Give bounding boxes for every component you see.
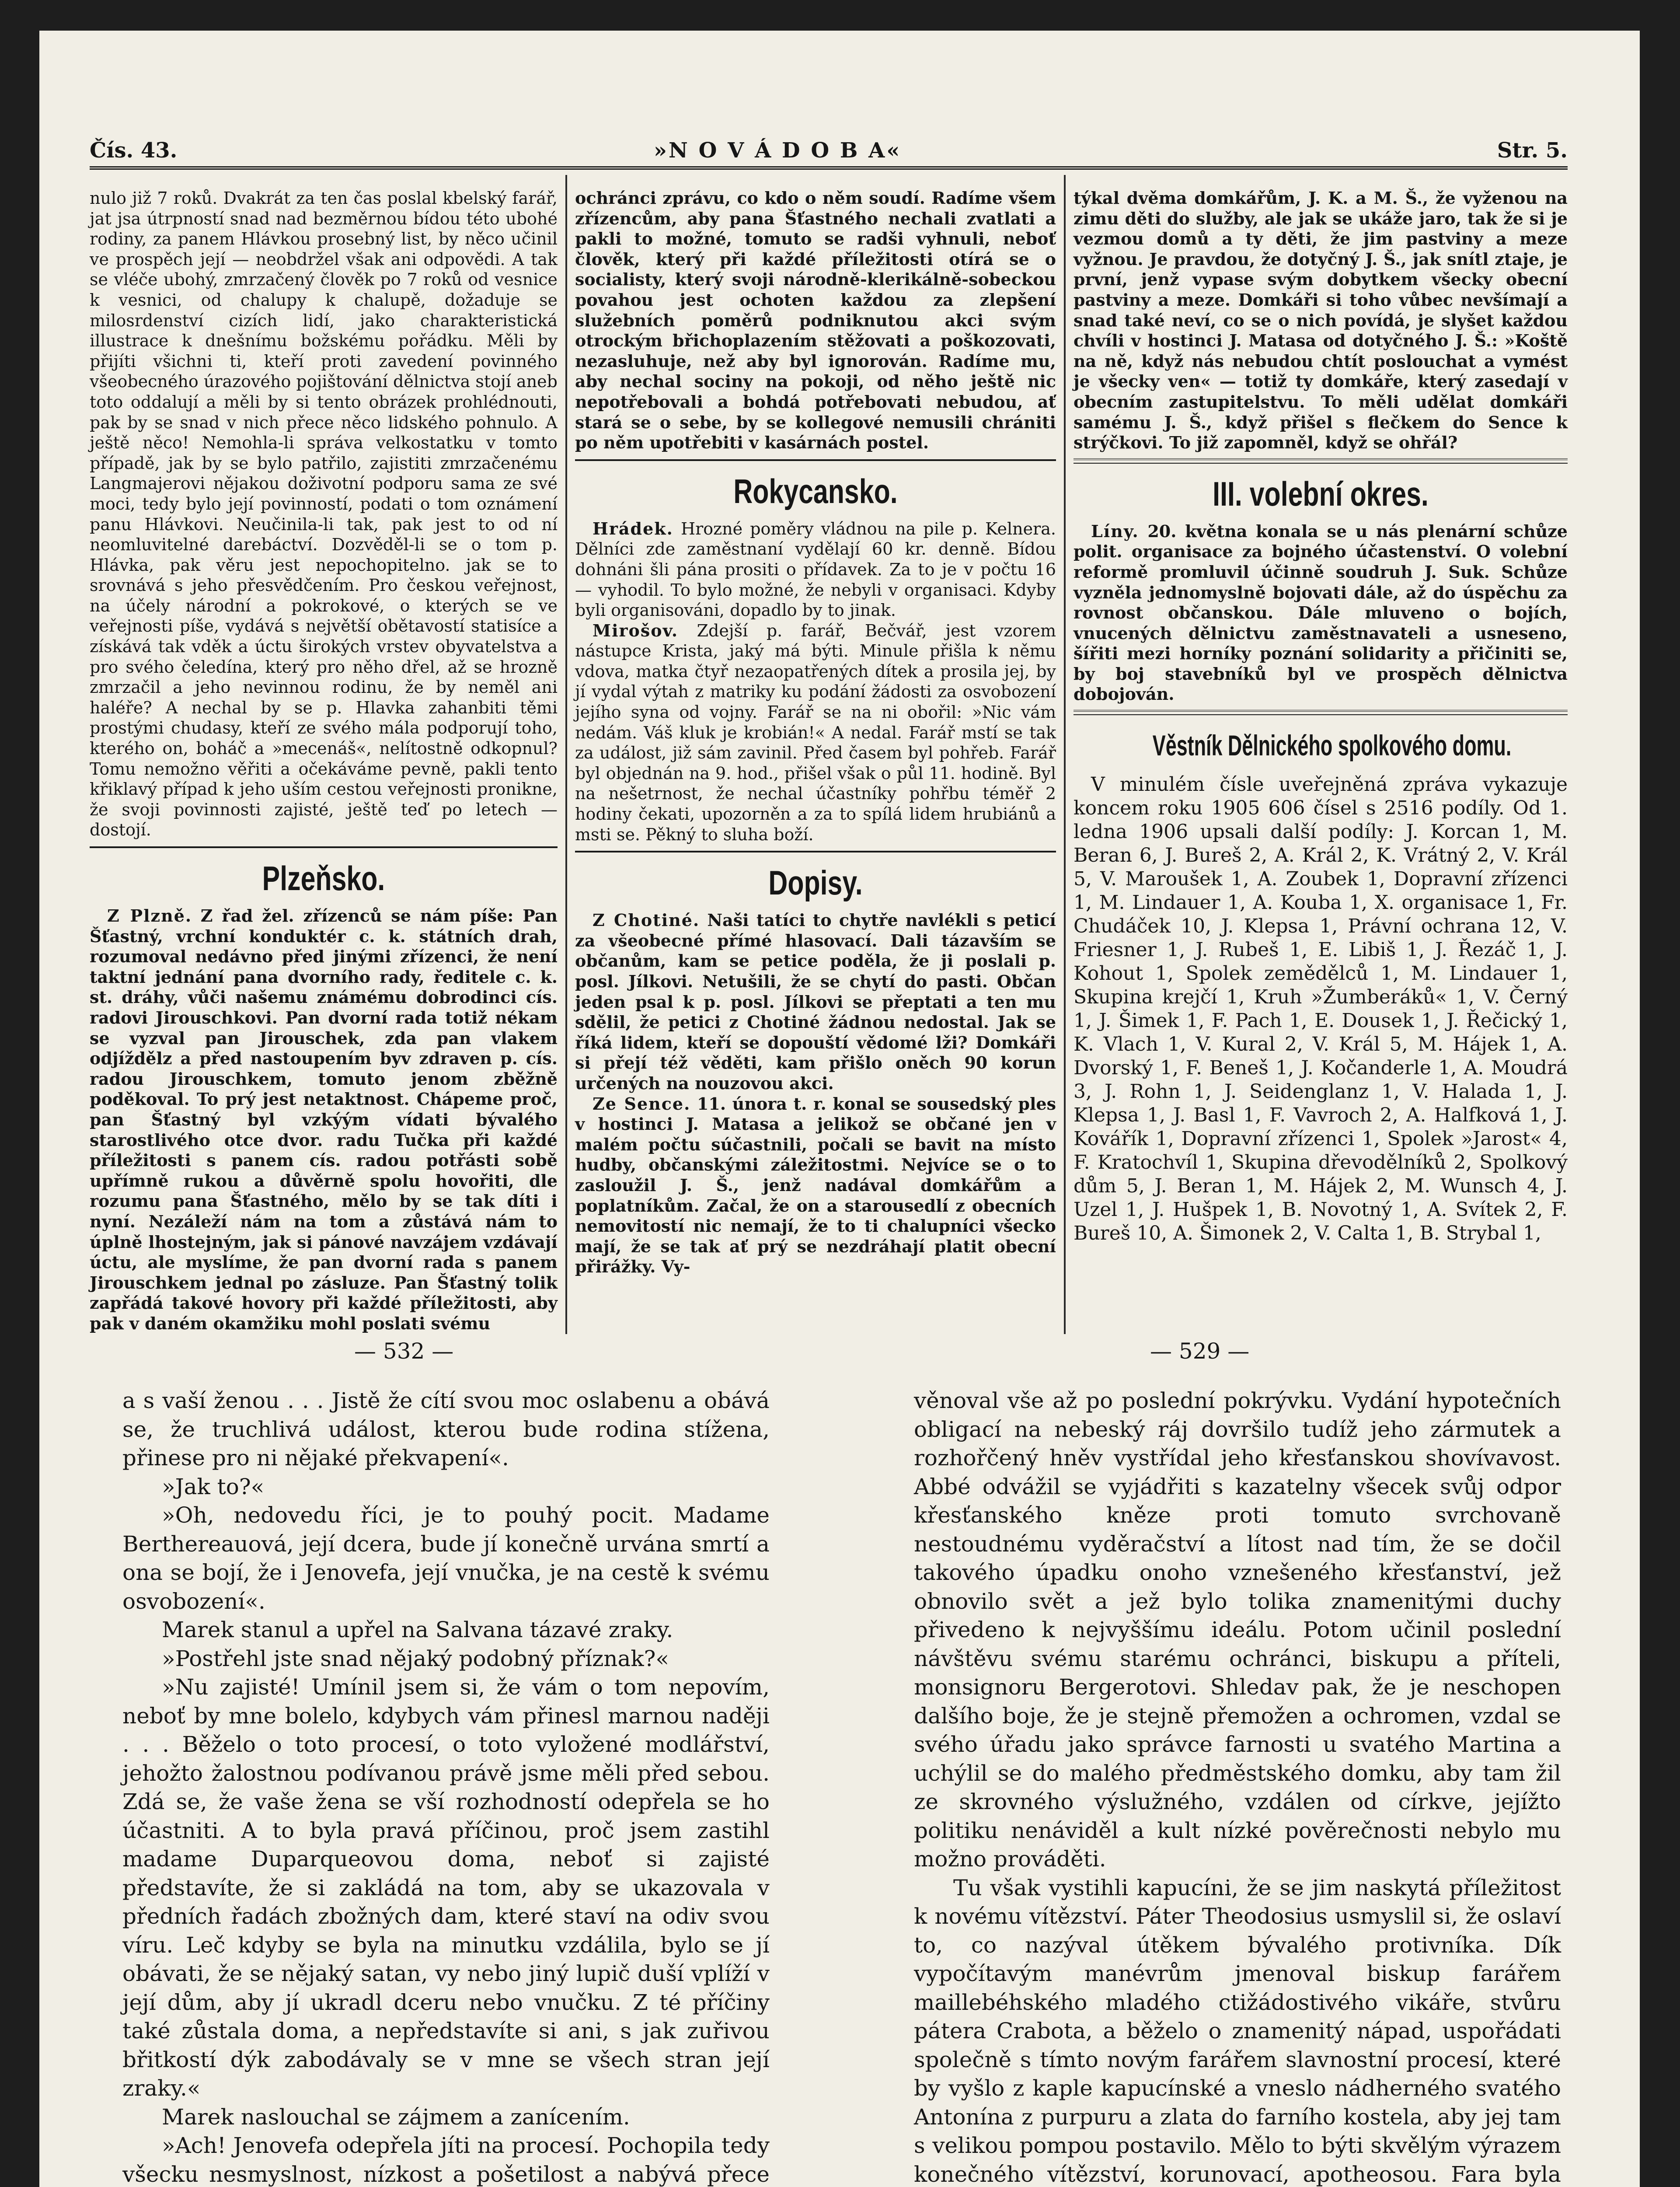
place-name: Ze Sence. [593, 1094, 691, 1114]
section-heading: Dopisy. [768, 863, 863, 902]
section-heading: Věstník Dělnického spolkového domu. [1152, 729, 1512, 762]
place-name: Z Chotiné. [593, 910, 700, 930]
divider [1074, 710, 1568, 715]
column-divider [1064, 175, 1066, 1334]
story-paragraph: věnoval vše až po poslední pokrývku. Vydání hypotečních obligací na nebeský ráj dovršilo tudíž jeho zármutek a rozhořčený hněv vystřídal jeho křesťanskou shovívavost. Abbé odvážil se vyjádřiti s kazatelny všecek svůj odpor křesťanského kněze proti tomuto svrchovaně nestoudnému vyděračství a lítost nad tím, že se dočil takového úpadku onoho vznešeného křesťanství, jež obnovilo svět a jež bylo tolika znamenitými duchy přivedeno k nejvyššímu ideálu. Potom učinil poslední návštěvu svému starému ochránci, biskupu a příteli, monsignoru Bergerotovi. Shledav pak, že je neschopen dalšího boje, že je stejně přemožen a ochromen, vzdal se svého úřadu jako správce farnosti u svatého Martina a uchýlil se do malého předměstského domku, aby tam žil ze skrovného výslužného, vzdálen od církve, jejížto politiku nenáviděl a kult nízké pověrečnosti nebylo mu možno prováděti. [914, 1388, 1561, 1872]
article-text: Z řad žel. zřízenců se nám píše: Pan Šťastný, vrchní konduktér c. k. státních drah, rozumoval nedávno před jinými zřízenci, že není taktní jednání pana dvorního rady, ředitele c. k. st. dráhy, vůči našemu známému dobrodinci cís. radovi Jirouschkovi. Pan dvorní rada totiž nékam se vyzval pan Jirouschek, zda pan vlakem odjíždělz a před nastoupením byv zdraven p. cís. radou Jirouschkem, tomuto jenom zběžně poděkoval. To prý jest netaktnost. Chápeme proč, pan Šťastný byl vzkýým vídati bývalého starostlivého otce dvor. radu Tučka při každé příležitosti s panem cís. radou potřásti sobě upřímně rukou a důvěrně spolu hovořiti, dle rozumu pana Šťastného, mělo by se tak díti i nyní. Nezáleží nám na tom a zůstává nám to úplně lhostejným, jak si pánové navzájem vzdávají úctu, ale myslíme, že pan dvorní rada s panem Jirouschkem jednal po zásluze. Pan Šťastný tolik zapřádá takové hovory při každé příležitosti, aby pak v daném okamžiku mohl poslati svému [90, 906, 558, 1333]
newspaper-page [39, 31, 1640, 2187]
story-paragraph: »Ach! Jenovefa odepřela jíti na procesí. Pochopila tedy všecku nesmyslnost, nízkost a pošetilost a nabývá přece [122, 2133, 770, 2187]
story-paragraph: a s vaší ženou . . . Jistě že cítí svou moc oslabenu a obává se, že truchlivá událost, kterou bude rodina stížena, přinese pro ni nějaké překvapení«. [122, 1388, 770, 1471]
page-header [90, 136, 1568, 170]
article-text: 11. února t. r. konal se sousedský ples v hostinci J. Matasa a jelikož se občané jen v malém počtu súčastnili, počali se bavit na místo hudby, občanskými záležitostmi. Nejvíce se o to zasloužil J. Š., jenž nadával domkářům a poplatníkům. Začal, že on a starousedlí z obecních nemovitostí nic nemají, že to ti chalupníci všecko mají, že se tak ať prý se nezdráhají platit obecní přirážky. Vy- [575, 1094, 1056, 1277]
story-paragraph: Marek naslouchal se zájmem a zanícením. [162, 2104, 630, 2130]
article-paragraph [575, 519, 1056, 621]
feuilleton-page-number: — 529 — [1150, 1338, 1250, 1364]
place-name: Líny. [1091, 521, 1139, 541]
story-paragraph: »Oh, nedovedu říci, je to pouhý pocit. Madame Berthereauová, její dcera, bude jí konečně urvána smrtí a ona se bojí, že i Jenovefa, její vnučka, je na cestě k svému osvobození«. [122, 1502, 770, 1614]
issue-number: Čís. 43. [90, 138, 178, 163]
article-text: Naši tatíci to chytře navlékli s peticí za všeobecné přímé hlasovací. Dali tázavším se občanům, kam se petice poděla, že ji poslali p. posl. Jílkovi. Netušili, že se chytí do pasti. Občan jeden psal k p. posl. Jílkovi se přeptati a ten mu sdělil, že petici z Chotiné žádnou nedostal. Jak se říká lidem, kteří se dopouští vědomé lži? Domkáři si přejí též věděti, kam přišlo oněch 90 korun určených na nouzovou akci. [575, 910, 1056, 1093]
article-paragraph [575, 621, 1056, 845]
article-text: nulo již 7 roků. Dvakrát za ten čas poslal kbelský farář, jat jsa útrpností snad nad bezměrnou bídou této ubohé rodiny, za panem Hlávkou prosebný list, by něco učinil ve prospěch její — neobdržel však ani odpovědi. A tak se vléče ubohý, zmrzačený člověk po 7 roků od vesnice k vesnici, od chalupy k chalupě, dožaduje se milosrdenství cizích lidí, jako charakteristická illustrace k dnešnímu božskému pořádku. Měli by přijíti všichni ti, kteří proti zavedení povinného všeobecného úrazového pojištování dělnictva stojí aneb toto oddalují a měli by si tento obrázek prohlédnouti, pak by se snad v nich přece něco lidského pohnulo. A ještě něco! Nemohla-li správa velkostatku v tomto případě, jak by se bylo patřilo, zajistiti zmrzačenému Langmajerovi nějakou doživotní podporu sama ze své moci, tedy bylo její povinností, podati o tom oznámení panu Hlávkovi. Neučinila-li tak, pak jest to od ní neomluvitelné darebáctví. Dozvěděl-li se o tom p. Hlávka, pak věru jest nepochopitelno. jak se to srovnává s jeho přesvědčením. Pro českou veřejnost, na účely národní a pokrokové, o kterých se ve veřejnosti píše, vydává s největší obětavostí statisíce a získává tak vděk a úctu širokých vrstev obyvatelstva a pro svého čeledína, který pro něho dřel, až se hrozně zmrzačil a jeho nevinnou rodinu, že by neměl ani haléře? A nechal by se p. Hlavka zahanbiti těmi prostými chudasy, kteří ze svého mála podporují toho, kterého on, boháč a »mecenáš«, nelítostně odkopnul? Tomu nemožno věřiti a očekáváme pevně, pakli tento křiklavý případ k jeho uším cestou veřejnosti pronikne, že svoji povinnosti zajisté, ještě teď po letech — dostojí. [90, 189, 558, 840]
place-name: Mirošov. [593, 620, 679, 640]
article-paragraph [90, 906, 558, 1334]
article-text: ochránci zprávu, co kdo o něm soudí. Radíme všem zřízencům, aby pana Šťastného nechali zvatlati a pakli to možné, tomuto se radši vyhnuli, neboť člověk, který při každé příležitosti otírá se o socialisty, který svoji národně-klerikálně-sobeckou povahou jest ochoten každou za zlepšení služebních poměrů podniknutou akci svým otrockým břichoplazením stěžovati a poškozovati, nezasluhuje, než aby byl ignorován. Radíme mu, aby nechal sociny na pokoji, od něho ještě nic nepotřebovali a bohdá potřebovati nebudou, ať stará se o sebe, by se kollegové nemusili chrániti po něm upotřebiti v kasárnách postel. [575, 188, 1056, 453]
story-paragraph: »Jak to?« [162, 1474, 265, 1499]
place-name: Hrádek. [593, 518, 673, 538]
column-3 [1074, 188, 1568, 1245]
place-name: Z Plzně. [107, 906, 192, 926]
article-paragraph [575, 1094, 1056, 1277]
feuilleton-page-number: — 532 — [354, 1338, 454, 1364]
column-1 [90, 188, 558, 1334]
divider [575, 459, 1056, 461]
story-paragraph: Marek stanul a upřel na Salvana tázavé zraky. [162, 1617, 673, 1642]
page-number: Str. 5. [1497, 138, 1568, 163]
section-heading: Plzeňsko. [262, 859, 385, 898]
column-divider [565, 175, 567, 1334]
story-paragraph: »Postřehl jste snad nějaký podobný příznak?« [162, 1645, 669, 1671]
section-heading: Rokycansko. [733, 472, 898, 510]
article-text: 20. května konala se u nás plenární schůze polit. organisace za bojného účastenství. O volební reformě promluvil účinně soudruh J. Suk. Schůze vyzněla jednomyslně bojovati dále, až do úspěchu za rovnost občanskou. Dále mluveno o bojích, vnucených dělnictvu zaměstnavateli a usneseno, šířiti mezi horníky poznání solidarity a přičiniti se, by boj stavebníků byl ve prospěch dělnictva dobojován. [1074, 521, 1568, 704]
divider [575, 851, 1056, 852]
feuilleton-right-column [914, 1387, 1561, 2187]
section-heading: III. volební okres. [1213, 474, 1429, 513]
story-paragraph: Tu však vystihli kapucíni, že se jim naskytá příležitost k novému vítězství. Páter Theodosius usmyslil si, že oslaví to, co nazýval útěkem bývalého protivníka. Dík vypočítavým manévrům jmenoval biskup farářem maillebéhského mladého ctižádostivého vikáře, stvůru pátera Crabota, a běželo o znamenitý nápad, uspořádati společně s tímto novým farářem slavnostní procesí, které by vyšlo z kaple kapucínské a vneslo nádherného svatého Antonína z purpuru a zlata do farního kostela, aby jej tam s velikou pompou postavilo. Mělo to býti skvělým výrazem konečného vítězství, korunovací, apotheosou. Fara byla [914, 1875, 1561, 2187]
divider [1074, 458, 1568, 464]
story-paragraph: »Nu zajisté! Umínil jsem si, že vám o tom nepovím, neboť by mne bolelo, kdybych vám přinesl marnou naději . . . Běželo o toto procesí, o toto vyložené modlářství, jehožto žalostnou podívanou právě jsme měli před sebou. Zdá se, že vaše žena se vší rozhodností odepřela se ho účastniti. A to byla pravá příčinou, proč jsem zastihl madame Duparqueovou doma, neboť si zajisté představíte, že si zakládá na tom, aby se ukazovala v předních řadách zbožných dam, které staví na odiv svou víru. Leč kdyby se byla na minutku vzdálila, bylo se jí obávati, že se nějaký satan, vy nebo jiný lupič duší vplíží v její dům, aby jí ukradl dceru nebo vnučku. Z té příčiny také zůstala doma, a nepředstavíte si ani, s jak zuřivou břitkostí dýk zabodávaly se v mne se všech stran její zraky.« [122, 1674, 770, 2101]
article-text: V minulém čísle uveřejněná zpráva vykazuje koncem roku 1905 606 čísel s 2516 podíly. Od 1. ledna 1906 upsali další podíly: J. Korcan 1, M. Beran 6, J. Bureš 2, A. Král 2, K. Vrátný 2, V. Král 5, V. Maroušek 1, A. Zoubek 1, Dopravní zřízenci 1, M. Lindauer 1, A. Kouba 1, X. organisace 1, Fr. Chudáček 10, J. Klepsa 1, Právní ochrana 12, V. Friesner 1, J. Rubeš 1, E. Libiš 1, J. Řezáč 1, J. Kohout 1, Spolek zemědělců 1, M. Lindauer 1, Skupina krejčí 1, Kruh »Žumberáků« 1, V. Černý 1, J. Šimek 1, F. Pach 1, E. Dousek 1, J. Řečický 1, K. Vlach 1, V. Kural 2, V. Král 5, M. Hájek 1, A. Dvorský 1, F. Beneš 1, J. Kočanderle 1, A. Moudrá 3, J. Rohn 1, J. Seidenglanz 1, V. Halada 1, J. Klepsa 1, J. Basl 1, F. Vavroch 2, A. Halfková 1, J. Kovářík 1, Dopravní zřízenci 1, Spolek »Jarost« 4, F. Kratochvíl 1, Skupina dřevodělníků 2, Spolkový dům 5, J. Beran 1, M. Hájek 2, M. Wunsch 4, J. Uzel 1, J. Hušpek 1, B. Novotný 1, A. Svítek 2, F. Bureš 10, A. Šimonek 2, V. Calta 1, B. Strybal 1, [1074, 773, 1568, 1245]
column-2 [575, 188, 1056, 1277]
article-text: Zdejší p. farář, Bečvář, jest vzorem nástupce Krista, jaký má býti. Minule přišla k němu vdova, matka čtyř nezaopatřených dítek a prosila jej, by jí vydal výtah z matriky ku podání žádosti za osvobození jejího syna od vojny. Farář se na ni obořil: »Nic vám nedám. Váš kluk je krobián!« A nedal. Farář mstí se tak za událost, již sám zavinil. Před časem byl pohřeb. Farář byl objednán na 9. hod., přišel však o půl 11. hodině. Byl na nešetrnost, že nechal účastníky pohřbu téměř 2 hodiny čekati, upozorněn a za to spílá lidem hrubiánů a msti se. Pěkný to sluha boží. [575, 621, 1056, 844]
article-paragraph [575, 910, 1056, 1094]
article-text: Hrozné poměry vládnou na pile p. Kelnera. Dělníci zde zaměstnaní vydělají 60 kr. denně. Bídou dohnáni šli pána prositi o přídavek. Za to je v počtu 16 — vyhodil. To bylo možné, že nebyli v organisaci. Kdyby byli organisováni, dopadlo by to jinak. [575, 519, 1056, 620]
article-paragraph [1074, 521, 1568, 705]
article-text: týkal dvěma domkářům, J. K. a M. Š., že vyženou na zimu děti do služby, ale jak se ukáže jaro, tak že si je vezmou domů a ty děti, že jim pastviny a meze vyžnou. Je pravdou, že dotyčný J. Š., jak snítl ztaje, je první, jenž vypase svým dobytkem všecky obecní pastviny a meze. Domkáři si toho vůbec nevšímají a snad také neví, co se o nich povídá, je slyšet každou chvíli v hostinci J. Matasa od dotyčného J. Š.: »Koště na ně, když nás nebudou chtít poslouchat a vymést je všecky ven« — totiž ty domkáře, který zasedají v obecním zastupitelstvu. To měli udělat domkáři samému J. Š., když přišel s flečkem do Sence k strýčkovi. To již zapomněl, když se ohřál? [1074, 188, 1568, 453]
feuilleton-left-column [122, 1387, 770, 2187]
masthead-title: »N O V Á D O B A« [654, 138, 902, 163]
divider [90, 846, 558, 848]
